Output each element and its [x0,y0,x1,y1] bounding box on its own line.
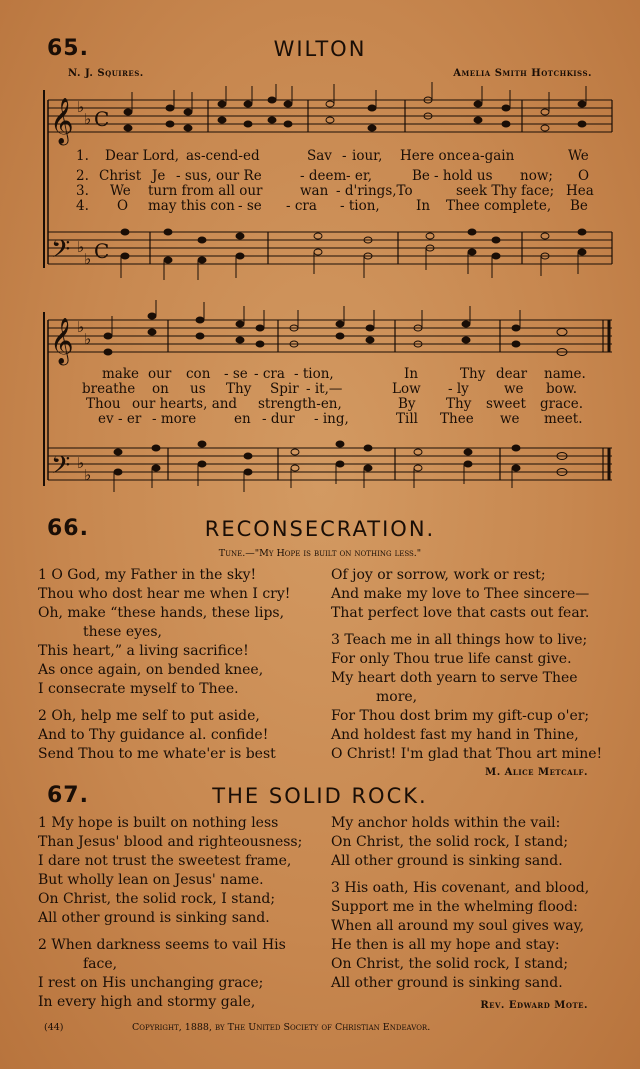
verse-line: Support me in the whelming flood: [331,899,578,915]
stanza-gap [331,871,621,879]
verse-4-line [0,198,640,213]
hymn-65-number: 65. [47,36,89,61]
lyric-syllable: - d'rings,To [336,183,413,199]
hymn-65-title: WILTON [273,37,367,61]
verse-line: I consecrate myself to Thee. [38,681,239,697]
verse-line: All other ground is sinking sand. [331,975,563,991]
verse-line: For only Thou true life canst give. [331,651,572,667]
hymn-66-right-column [331,566,621,764]
lyric-syllable: ev [98,411,114,427]
verse-line: Thou who dost hear me when I cry! [38,586,291,602]
hymn-66-tune: Tune.—"My Hope is built on nothing less." [218,548,422,559]
hymn-67-right-column [331,814,621,993]
verse-2-line [0,381,640,396]
lyric-syllable: dear [496,366,528,382]
lyric-syllable: - se [238,198,262,214]
verse-1-line [0,148,640,168]
verse-line: 1 My hope is built on nothing less [38,815,279,831]
copyright-notice: Copyright, 1888, by The United Society of Christian Endeavor. [132,1022,431,1033]
lyric-syllable: In [404,366,419,382]
lyric-syllable: - tion, [340,198,380,214]
lyric-syllable: bow. [546,381,578,397]
hymn-66-title: RECONSECRATION. [204,517,436,541]
hymn-66-number: 66. [47,516,89,541]
notes-system1-bass [121,229,586,280]
lyric-syllable: - cra [286,198,317,214]
verse-3-line [0,396,640,411]
notes-system2-bass [114,441,567,492]
lyric-syllable: Hea [566,183,594,199]
lyric-syllable: - ing, [314,411,349,427]
lyric-syllable: 3. [76,183,89,199]
verse-line: O Christ! I'm glad that Thou art mine! [331,746,603,762]
stanza-gap [331,623,621,631]
verse-line: When all around my soul gives way, [331,918,585,934]
verse-line: This heart,” a living sacrifice! [38,643,249,659]
lyric-syllable: strength-en, [258,396,342,412]
system1-bass-staff [48,232,612,264]
lyric-syllable: wan [300,183,329,199]
svg-text:♭: ♭ [84,466,92,484]
system2-treble-staff [48,320,612,352]
verse-line: On Christ, the solid rock, I stand; [331,834,569,850]
verse-line: And holdest fast my hand in Thine, [331,727,579,743]
lyric-syllable: Sav [307,148,332,164]
verse-line: My anchor holds within the vail: [331,815,561,831]
lyric-syllable: - [342,148,347,164]
lyric-syllable: - hold us [434,168,493,184]
lyric-syllable: make [102,366,140,382]
hymn-66-left-column [38,566,328,764]
hymn-67-number: 67. [47,783,89,808]
verse-line: 2 Oh, help me self to put aside, [38,708,260,724]
lyric-syllable: turn from all our [148,183,263,199]
svg-text:♭: ♭ [77,454,85,472]
lyric-syllable: con [186,366,211,382]
lyric-syllable: - ly [448,381,469,397]
system1-treble-staff [48,100,612,132]
lyric-syllable: Low [392,381,421,397]
stanza-gap [38,699,328,707]
verse-line: 2 When darkness seems to vail His [38,937,286,953]
svg-text:♭: ♭ [77,318,85,336]
svg-text:♭: ♭ [77,238,85,256]
lyric-syllable: - dur [262,411,295,427]
verse-line: these eyes, [83,624,162,640]
system1-lyrics [0,148,640,228]
lyric-syllable: - deem [300,168,347,184]
hymn-65-author: Amelia Smith Hotchkiss. [453,68,592,79]
lyric-syllable: us [190,381,206,397]
lyric-syllable: now; [520,168,553,184]
verse-line: more, [376,689,418,705]
system2-lyrics [0,366,640,436]
common-time-icon: C [94,239,110,263]
lyric-syllable: - se [224,366,248,382]
verse-line: I dare not trust the sweetest frame, [38,853,292,869]
lyric-syllable: - cra [254,366,285,382]
stanza-gap [38,928,328,936]
lyric-syllable: In [416,198,431,214]
verse-line: 1 O God, my Father in the sky! [38,567,257,583]
lyric-syllable: name. [544,366,586,382]
lyric-syllable: our [148,366,172,382]
verse-line: In every high and stormy gale, [38,994,256,1010]
verse-line: Of joy or sorrow, work or rest; [331,567,546,583]
lyric-syllable: Here once [400,148,471,164]
hymn-67-title: THE SOLID ROCK. [212,784,428,808]
lyric-syllable: - er, [346,168,373,184]
hymn-67-author: Rev. Edward Mote. [480,1000,588,1011]
verse-line: 3 Teach me in all things how to live; [331,632,588,648]
verse-3-line [0,183,640,198]
lyric-syllable: a-gain [472,148,515,164]
treble-clef-icon: 𝄞 [50,318,74,364]
verse-line: And make my love to Thee sincere— [331,586,590,602]
verse-line: That perfect love that casts out fear. [331,605,590,621]
verse-line: For Thou dost brim my gift-cup o'er; [331,708,590,724]
hymn-65-composer: N. J. Squires. [68,68,144,79]
verse-line: As once again, on bended knee, [38,662,264,678]
lyric-syllable: 1. [76,148,89,164]
lyric-syllable: 2. [76,168,89,184]
verse-line: All other ground is sinking sand. [38,910,270,926]
verse-2-line [0,168,640,183]
lyric-syllable: Thy [446,396,472,412]
verse-line: My heart doth yearn to serve Thee [331,670,578,686]
lyric-syllable: Je [152,168,166,184]
lyric-syllable: - it,— [306,381,343,397]
lyric-syllable: We [110,183,131,199]
verse-4-line [0,411,640,426]
lyric-syllable: Be [570,198,588,214]
lyric-syllable: O [578,168,590,184]
lyric-syllable: - more [152,411,197,427]
verse-line: face, [83,956,118,972]
lyric-syllable: on [152,381,169,397]
verse-line: 3 His oath, His covenant, and blood, [331,880,590,896]
page-number: (44) [44,1022,64,1033]
lyric-syllable: we [504,381,524,397]
lyric-syllable: - sus, our Re [176,168,262,184]
verse-line: But wholly lean on Jesus' name. [38,872,264,888]
hymn-66-author: M. Alice Metcalf. [485,767,588,778]
lyric-syllable: grace. [540,396,583,412]
lyric-syllable: Be [412,168,430,184]
lyric-syllable: Christ [99,168,142,184]
lyric-syllable: our hearts, and [132,396,238,412]
lyric-syllable: By [398,396,416,412]
lyric-syllable: Thee complete, [446,198,552,214]
lyric-syllable: We [568,148,589,164]
svg-text:♭: ♭ [77,98,85,116]
bass-clef-icon: 𝄢 [51,451,71,486]
verse-line: All other ground is sinking sand. [331,853,563,869]
lyric-syllable: Dear Lord, [105,148,180,164]
lyric-syllable: en [234,411,251,427]
lyric-syllable: Thy [460,366,486,382]
lyric-syllable: Thou [86,396,121,412]
svg-text:♭: ♭ [84,110,92,128]
verse-line: Send Thou to me whate'er is best [38,746,276,762]
verse-line: I rest on His unchanging grace; [38,975,264,991]
lyric-syllable: - er [118,411,142,427]
verse-line: And to Thy guidance al. confide! [38,727,269,743]
treble-clef-icon: 𝄞 [50,98,74,144]
lyric-syllable: Spir [270,381,299,397]
lyric-syllable: O [117,198,129,214]
verse-1-line [0,366,640,381]
verse-line: Than Jesus' blood and righteousness; [38,834,303,850]
bass-clef-icon: 𝄢 [51,235,71,270]
lyric-syllable: 4. [76,198,89,214]
lyric-syllable: iour, [352,148,383,164]
hymn-67-left-column [38,814,328,1012]
lyric-syllable: we [500,411,520,427]
verse-line: He then is all my hope and stay: [331,937,560,953]
svg-text:♭: ♭ [84,330,92,348]
lyric-syllable: - tion, [294,366,334,382]
lyric-syllable: Thee [440,411,474,427]
verse-line: On Christ, the solid rock, I stand; [38,891,276,907]
lyric-syllable: as-cend-ed [186,148,260,164]
lyric-syllable: Till [396,411,418,427]
lyric-syllable: meet. [544,411,583,427]
lyric-syllable: breathe [82,381,136,397]
verse-line: Oh, make “these hands, these lips, [38,605,285,621]
lyric-syllable: seek Thy face; [456,183,555,199]
lyric-syllable: may this con [148,198,235,214]
lyric-syllable: Thy [226,381,252,397]
svg-text:♭: ♭ [84,250,92,268]
lyric-syllable: sweet [486,396,526,412]
common-time-icon: C [94,107,110,131]
verse-line: On Christ, the solid rock, I stand; [331,956,569,972]
system2-bass-staff [48,448,612,480]
